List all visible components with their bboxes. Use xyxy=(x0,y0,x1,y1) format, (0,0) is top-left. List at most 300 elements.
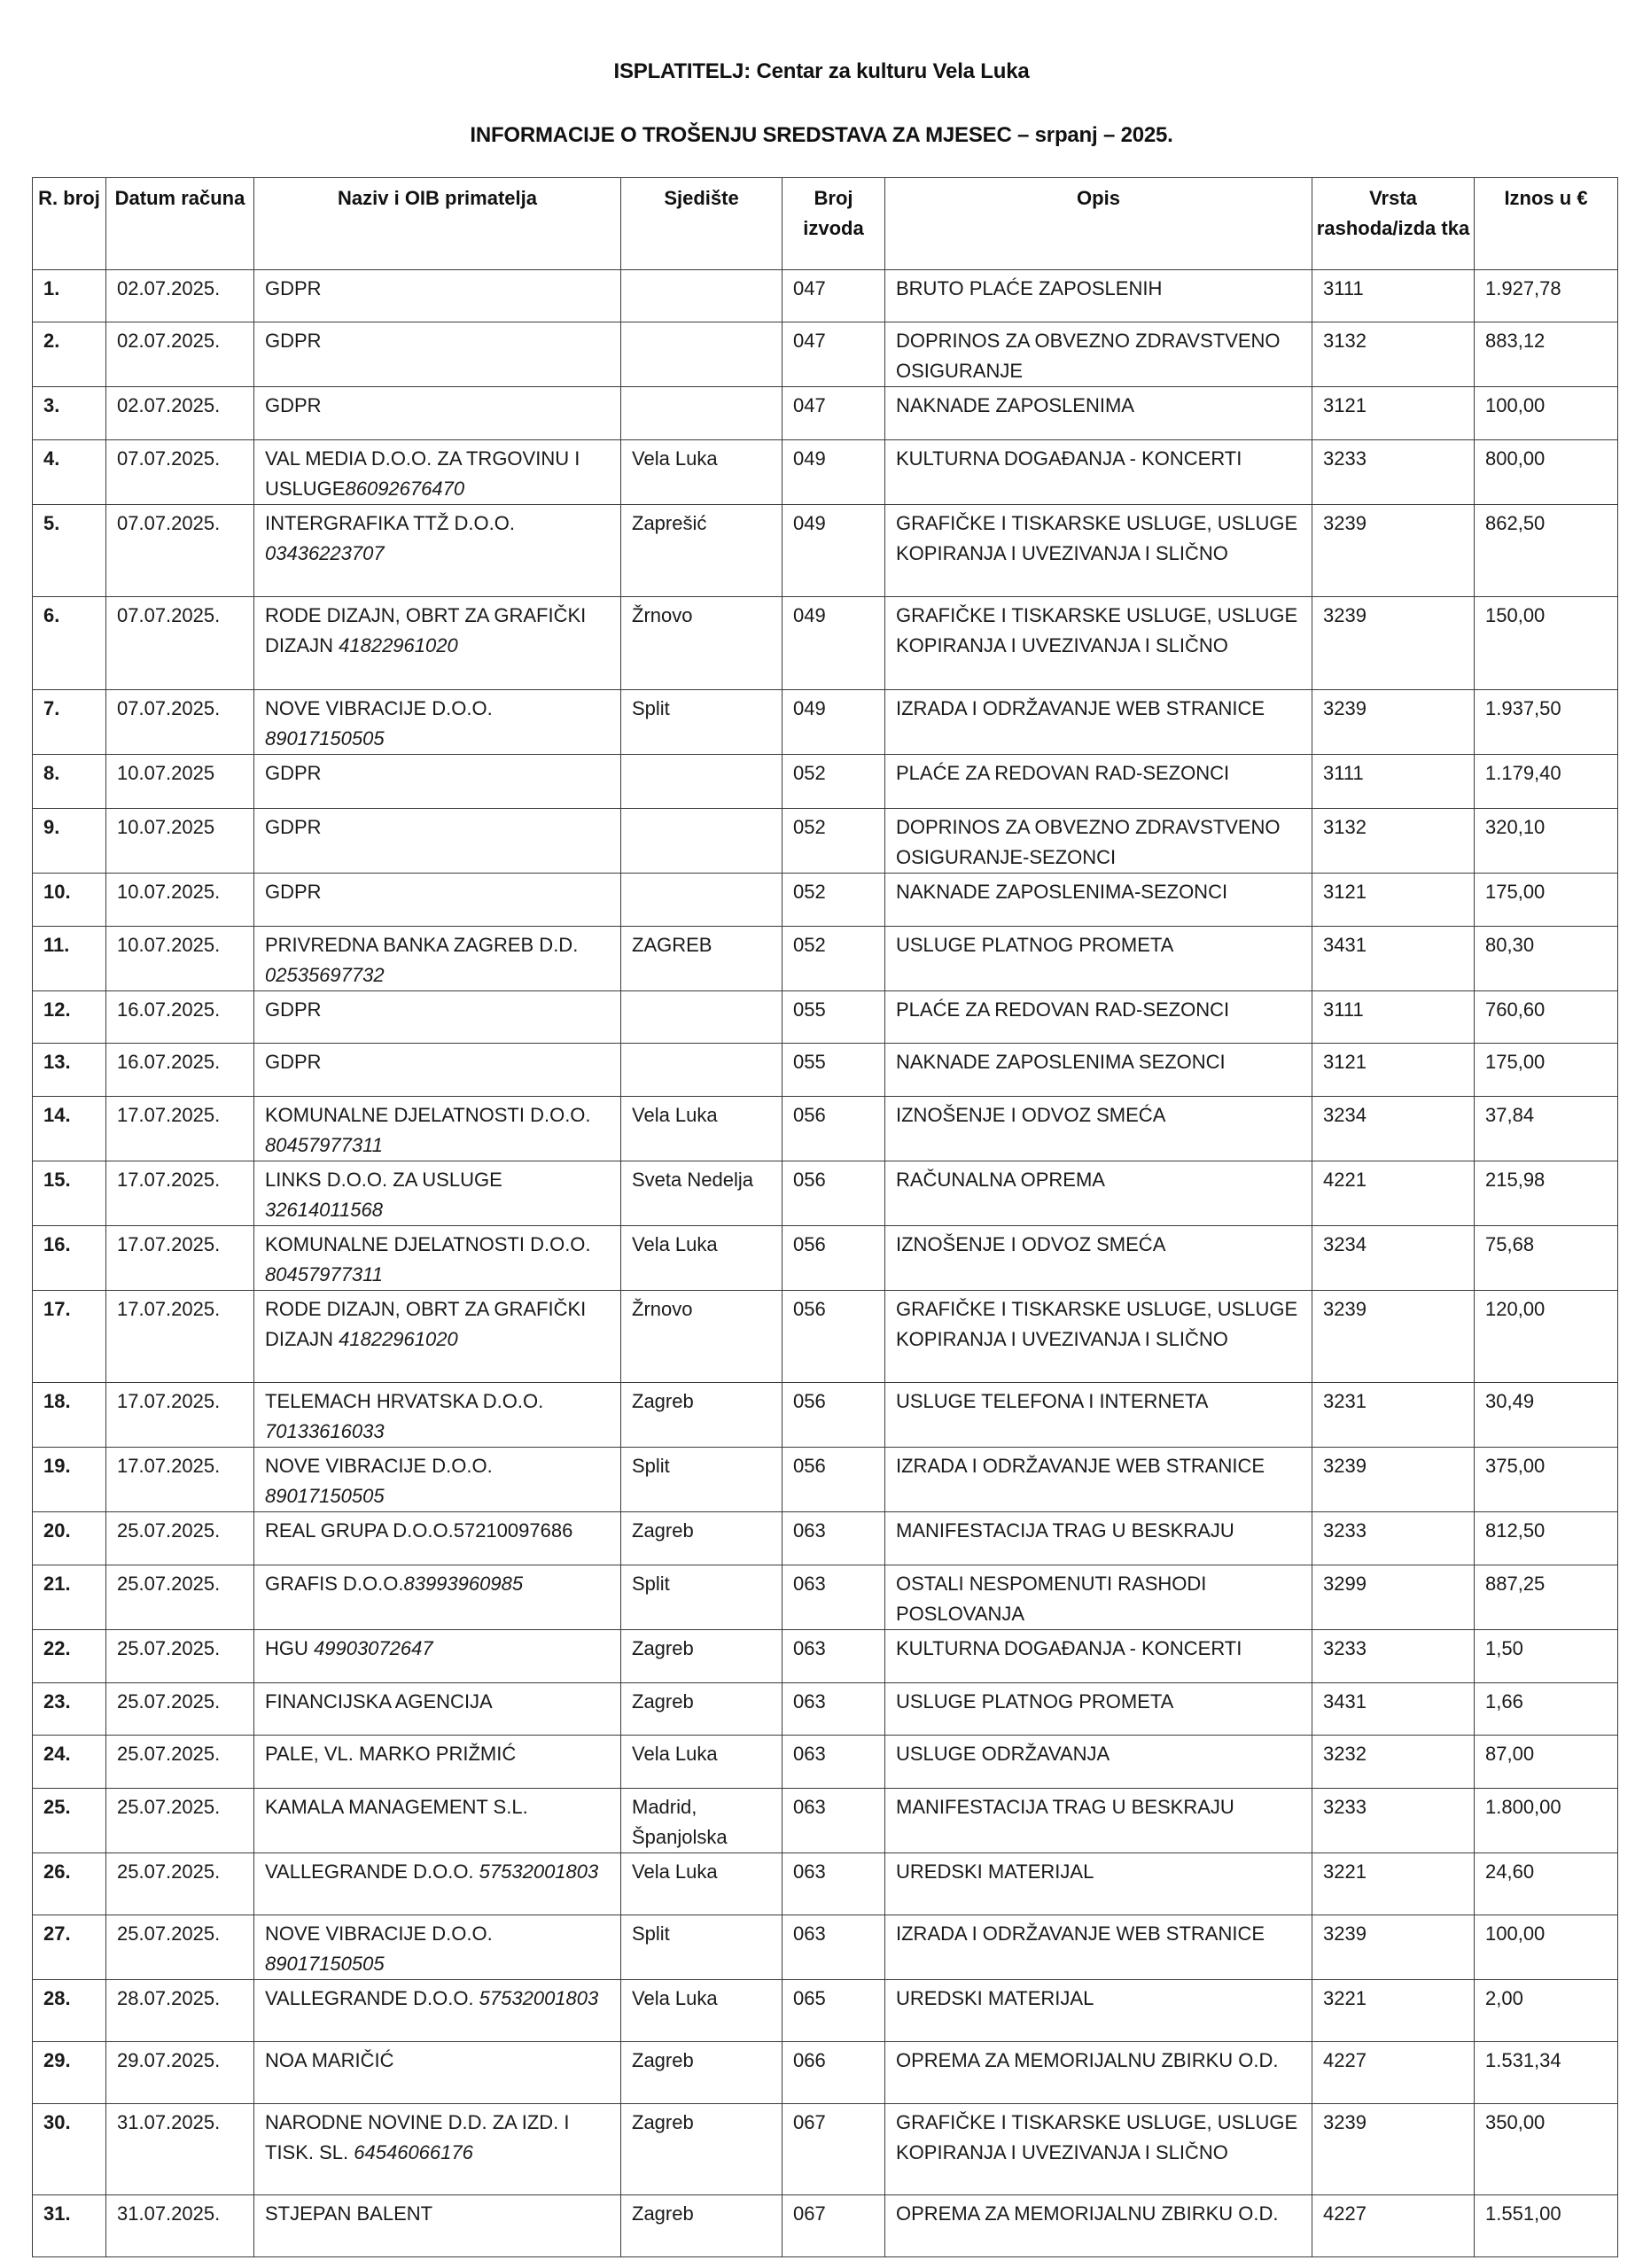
recipient-oib: 89017150505 xyxy=(265,1953,385,1975)
cell-invoice-date: 16.07.2025. xyxy=(106,1044,254,1097)
cell-statement-number: 063 xyxy=(783,1853,885,1915)
recipient-name: KOMUNALNE DJELATNOSTI D.O.O. xyxy=(265,1104,591,1126)
cell-row-number: 20. xyxy=(33,1512,106,1565)
recipient-name: RODE DIZAJN, OBRT ZA GRAFIČKI DIZAJN xyxy=(265,604,587,656)
table-row xyxy=(33,1565,1618,1630)
cell-statement-number: 052 xyxy=(783,809,885,874)
recipient-name: GRAFIS D.O.O. xyxy=(265,1573,404,1595)
cell-recipient xyxy=(254,2042,621,2104)
cell-recipient xyxy=(254,1789,621,1853)
cell-expense-type: 3431 xyxy=(1312,1683,1475,1736)
cell-description: NAKNADE ZAPOSLENIMA SEZONCI xyxy=(885,1044,1312,1097)
table-row xyxy=(33,1161,1618,1226)
cell-description: OPREMA ZA MEMORIJALNU ZBIRKU O.D. xyxy=(885,2195,1312,2257)
recipient-oib: 89017150505 xyxy=(265,727,385,750)
table-row xyxy=(33,597,1618,690)
cell-recipient xyxy=(254,1736,621,1789)
cell-expense-type: 3233 xyxy=(1312,440,1475,505)
cell-description: MANIFESTACIJA TRAG U BESKRAJU xyxy=(885,1512,1312,1565)
report-subtitle: INFORMACIJE O TROŠENJU SREDSTAVA ZA MJESEC – srpanj – 2025. xyxy=(470,123,1173,147)
cell-recipient xyxy=(254,1853,621,1915)
cell-seat: Zagreb xyxy=(621,1383,783,1448)
cell-invoice-date: 07.07.2025. xyxy=(106,597,254,690)
recipient-oib: 57532001803 xyxy=(479,1987,599,2009)
cell-description: PLAĆE ZA REDOVAN RAD-SEZONCI xyxy=(885,755,1312,809)
cell-amount: 883,12 xyxy=(1475,322,1618,387)
cell-description: DOPRINOS ZA OBVEZNO ZDRAVSTVENO OSIGURANJE xyxy=(885,322,1312,387)
table-row xyxy=(33,1226,1618,1291)
recipient-oib: 89017150505 xyxy=(265,1485,385,1507)
cell-statement-number: 052 xyxy=(783,927,885,991)
header-seat: Sjedište xyxy=(621,178,783,270)
recipient-oib: 41822961020 xyxy=(339,1328,458,1350)
cell-invoice-date: 07.07.2025. xyxy=(106,505,254,597)
cell-recipient xyxy=(254,1980,621,2042)
recipient-name: FINANCIJSKA AGENCIJA xyxy=(265,1690,493,1713)
cell-description: KULTURNA DOGAĐANJA - KONCERTI xyxy=(885,440,1312,505)
table-row xyxy=(33,1683,1618,1736)
cell-row-number: 3. xyxy=(33,387,106,440)
cell-description: RAČUNALNA OPREMA xyxy=(885,1161,1312,1226)
cell-statement-number: 049 xyxy=(783,597,885,690)
cell-description: IZRADA I ODRŽAVANJE WEB STRANICE xyxy=(885,690,1312,755)
cell-invoice-date: 25.07.2025. xyxy=(106,1512,254,1565)
cell-seat: Split xyxy=(621,1915,783,1980)
cell-seat: Vela Luka xyxy=(621,1853,783,1915)
recipient-oib: 57210097686 xyxy=(453,1519,573,1542)
cell-expense-type: 3239 xyxy=(1312,690,1475,755)
cell-expense-type: 3111 xyxy=(1312,270,1475,322)
table-row xyxy=(33,1789,1618,1853)
cell-description: GRAFIČKE I TISKARSKE USLUGE, USLUGE KOPIRANJA I UVEZIVANJA I SLIČNO xyxy=(885,2104,1312,2195)
cell-description: BRUTO PLAĆE ZAPOSLENIH xyxy=(885,270,1312,322)
cell-statement-number: 063 xyxy=(783,1512,885,1565)
cell-recipient xyxy=(254,874,621,927)
cell-seat: Sveta Nedelja xyxy=(621,1161,783,1226)
cell-description: GRAFIČKE I TISKARSKE USLUGE, USLUGE KOPIRANJA I UVEZIVANJA I SLIČNO xyxy=(885,1291,1312,1383)
cell-statement-number: 055 xyxy=(783,991,885,1044)
cell-amount: 760,60 xyxy=(1475,991,1618,1044)
recipient-name: PALE, VL. MARKO PRIŽMIĆ xyxy=(265,1743,517,1765)
cell-recipient xyxy=(254,809,621,874)
cell-statement-number: 056 xyxy=(783,1226,885,1291)
cell-amount: 87,00 xyxy=(1475,1736,1618,1789)
cell-seat: Madrid, Španjolska xyxy=(621,1789,783,1853)
cell-description: USLUGE ODRŽAVANJA xyxy=(885,1736,1312,1789)
cell-row-number: 7. xyxy=(33,690,106,755)
cell-description: GRAFIČKE I TISKARSKE USLUGE, USLUGE KOPIRANJA I UVEZIVANJA I SLIČNO xyxy=(885,597,1312,690)
cell-row-number: 13. xyxy=(33,1044,106,1097)
cell-amount: 150,00 xyxy=(1475,597,1618,690)
cell-recipient xyxy=(254,1565,621,1630)
cell-amount: 862,50 xyxy=(1475,505,1618,597)
cell-statement-number: 052 xyxy=(783,874,885,927)
cell-amount: 1.800,00 xyxy=(1475,1789,1618,1853)
cell-invoice-date: 10.07.2025. xyxy=(106,874,254,927)
recipient-name: VALLEGRANDE D.O.O. xyxy=(265,1860,479,1883)
cell-invoice-date: 02.07.2025. xyxy=(106,322,254,387)
cell-recipient xyxy=(254,1291,621,1383)
cell-seat: Zagreb xyxy=(621,2104,783,2195)
cell-row-number: 15. xyxy=(33,1161,106,1226)
recipient-name: NARODNE NOVINE D.D. ZA IZD. I TISK. SL. xyxy=(265,2111,570,2163)
cell-row-number: 17. xyxy=(33,1291,106,1383)
cell-expense-type: 3233 xyxy=(1312,1512,1475,1565)
cell-seat: Žrnovo xyxy=(621,1291,783,1383)
cell-seat: Vela Luka xyxy=(621,1980,783,2042)
cell-description: IZNOŠENJE I ODVOZ SMEĆA xyxy=(885,1097,1312,1161)
table-row xyxy=(33,874,1618,927)
recipient-oib: 32614011568 xyxy=(265,1199,383,1221)
cell-invoice-date: 07.07.2025. xyxy=(106,690,254,755)
cell-row-number: 27. xyxy=(33,1915,106,1980)
cell-seat: Zagreb xyxy=(621,2042,783,2104)
cell-seat: Zagreb xyxy=(621,1512,783,1565)
cell-statement-number: 056 xyxy=(783,1291,885,1383)
recipient-name: GDPR xyxy=(265,394,322,416)
cell-description: OSTALI NESPOMENUTI RASHODI POSLOVANJA xyxy=(885,1565,1312,1630)
recipient-name: GDPR xyxy=(265,1051,322,1073)
cell-amount: 800,00 xyxy=(1475,440,1618,505)
cell-row-number: 21. xyxy=(33,1565,106,1630)
cell-statement-number: 049 xyxy=(783,690,885,755)
cell-recipient xyxy=(254,1448,621,1512)
cell-amount: 1.927,78 xyxy=(1475,270,1618,322)
cell-seat xyxy=(621,991,783,1044)
cell-expense-type: 3111 xyxy=(1312,991,1475,1044)
cell-invoice-date: 16.07.2025. xyxy=(106,991,254,1044)
table-row xyxy=(33,1291,1618,1383)
cell-invoice-date: 07.07.2025. xyxy=(106,440,254,505)
cell-description: UREDSKI MATERIJAL xyxy=(885,1980,1312,2042)
cell-invoice-date: 17.07.2025. xyxy=(106,1291,254,1383)
cell-row-number: 5. xyxy=(33,505,106,597)
cell-amount: 75,68 xyxy=(1475,1226,1618,1291)
table-row xyxy=(33,2042,1618,2104)
header-invoice-date: Datum računa xyxy=(106,178,254,270)
cell-row-number: 8. xyxy=(33,755,106,809)
recipient-name: GDPR xyxy=(265,881,322,903)
cell-row-number: 14. xyxy=(33,1097,106,1161)
cell-row-number: 11. xyxy=(33,927,106,991)
cell-recipient xyxy=(254,690,621,755)
cell-expense-type: 3121 xyxy=(1312,874,1475,927)
cell-recipient xyxy=(254,1097,621,1161)
cell-amount: 2,00 xyxy=(1475,1980,1618,2042)
table-row xyxy=(33,927,1618,991)
cell-statement-number: 067 xyxy=(783,2104,885,2195)
table-row xyxy=(33,1044,1618,1097)
cell-recipient xyxy=(254,1383,621,1448)
table-row xyxy=(33,1630,1618,1683)
recipient-name: GDPR xyxy=(265,330,322,352)
cell-recipient xyxy=(254,755,621,809)
cell-seat: Vela Luka xyxy=(621,440,783,505)
cell-statement-number: 063 xyxy=(783,1630,885,1683)
table-row xyxy=(33,991,1618,1044)
table-row xyxy=(33,505,1618,597)
recipient-oib: 86092676470 xyxy=(345,478,465,500)
recipient-oib: 70133616033 xyxy=(265,1420,385,1442)
cell-statement-number: 056 xyxy=(783,1448,885,1512)
cell-invoice-date: 25.07.2025. xyxy=(106,1736,254,1789)
table-row xyxy=(33,1915,1618,1980)
cell-expense-type: 3239 xyxy=(1312,1291,1475,1383)
recipient-name: GDPR xyxy=(265,998,322,1021)
cell-invoice-date: 02.07.2025. xyxy=(106,270,254,322)
cell-seat: Zagreb xyxy=(621,1683,783,1736)
cell-description: IZRADA I ODRŽAVANJE WEB STRANICE xyxy=(885,1915,1312,1980)
header-recipient-name-oib: Naziv i OIB primatelja xyxy=(254,178,621,270)
recipient-oib: 80457977311 xyxy=(265,1263,383,1285)
cell-row-number: 26. xyxy=(33,1853,106,1915)
cell-recipient xyxy=(254,1630,621,1683)
cell-statement-number: 056 xyxy=(783,1097,885,1161)
cell-recipient xyxy=(254,2195,621,2257)
cell-statement-number: 056 xyxy=(783,1383,885,1448)
cell-statement-number: 056 xyxy=(783,1161,885,1226)
cell-seat: Vela Luka xyxy=(621,1097,783,1161)
cell-expense-type: 3239 xyxy=(1312,597,1475,690)
cell-recipient xyxy=(254,927,621,991)
cell-seat: Žrnovo xyxy=(621,597,783,690)
cell-row-number: 31. xyxy=(33,2195,106,2257)
cell-amount: 215,98 xyxy=(1475,1161,1618,1226)
cell-amount: 175,00 xyxy=(1475,1044,1618,1097)
cell-description: USLUGE TELEFONA I INTERNETA xyxy=(885,1383,1312,1448)
cell-row-number: 16. xyxy=(33,1226,106,1291)
cell-description: UREDSKI MATERIJAL xyxy=(885,1853,1312,1915)
cell-recipient xyxy=(254,1226,621,1291)
cell-description: USLUGE PLATNOG PROMETA xyxy=(885,1683,1312,1736)
cell-row-number: 30. xyxy=(33,2104,106,2195)
cell-invoice-date: 17.07.2025. xyxy=(106,1383,254,1448)
cell-expense-type: 3132 xyxy=(1312,322,1475,387)
cell-statement-number: 063 xyxy=(783,1565,885,1630)
table-row xyxy=(33,270,1618,322)
cell-amount: 24,60 xyxy=(1475,1853,1618,1915)
cell-row-number: 18. xyxy=(33,1383,106,1448)
cell-statement-number: 066 xyxy=(783,2042,885,2104)
cell-invoice-date: 10.07.2025 xyxy=(106,809,254,874)
table-row xyxy=(33,1736,1618,1789)
cell-row-number: 28. xyxy=(33,1980,106,2042)
recipient-name: STJEPAN BALENT xyxy=(265,2202,433,2225)
cell-row-number: 24. xyxy=(33,1736,106,1789)
cell-amount: 175,00 xyxy=(1475,874,1618,927)
recipient-oib: 41822961020 xyxy=(339,634,458,656)
cell-statement-number: 063 xyxy=(783,1915,885,1980)
cell-expense-type: 4227 xyxy=(1312,2042,1475,2104)
cell-amount: 812,50 xyxy=(1475,1512,1618,1565)
cell-row-number: 29. xyxy=(33,2042,106,2104)
cell-invoice-date: 31.07.2025. xyxy=(106,2195,254,2257)
cell-description: IZRADA I ODRŽAVANJE WEB STRANICE xyxy=(885,1448,1312,1512)
cell-description: OPREMA ZA MEMORIJALNU ZBIRKU O.D. xyxy=(885,2042,1312,2104)
table-row xyxy=(33,1383,1618,1448)
cell-expense-type: 3234 xyxy=(1312,1097,1475,1161)
cell-amount: 375,00 xyxy=(1475,1448,1618,1512)
cell-row-number: 6. xyxy=(33,597,106,690)
cell-amount: 30,49 xyxy=(1475,1383,1618,1448)
cell-invoice-date: 25.07.2025. xyxy=(106,1683,254,1736)
recipient-name: NOVE VIBRACIJE D.O.O. xyxy=(265,697,493,719)
cell-statement-number: 063 xyxy=(783,1736,885,1789)
cell-row-number: 19. xyxy=(33,1448,106,1512)
header-expense-type: Vrsta rashoda/izda tka xyxy=(1312,178,1475,270)
header-row-number: R. broj xyxy=(33,178,106,270)
recipient-name: VALLEGRANDE D.O.O. xyxy=(265,1987,479,2009)
header-amount-eur: Iznos u € xyxy=(1475,178,1618,270)
cell-description: NAKNADE ZAPOSLENIMA-SEZONCI xyxy=(885,874,1312,927)
cell-expense-type: 3132 xyxy=(1312,809,1475,874)
recipient-oib: 80457977311 xyxy=(265,1134,383,1156)
table-row xyxy=(33,809,1618,874)
cell-recipient xyxy=(254,991,621,1044)
table-row xyxy=(33,2104,1618,2195)
recipient-oib: 83993960985 xyxy=(403,1573,524,1595)
cell-expense-type: 3221 xyxy=(1312,1853,1475,1915)
cell-description: NAKNADE ZAPOSLENIMA xyxy=(885,387,1312,440)
cell-description: KULTURNA DOGAĐANJA - KONCERTI xyxy=(885,1630,1312,1683)
cell-amount: 1.937,50 xyxy=(1475,690,1618,755)
cell-recipient xyxy=(254,1512,621,1565)
cell-recipient xyxy=(254,1683,621,1736)
recipient-name: TELEMACH HRVATSKA D.O.O. xyxy=(265,1390,544,1412)
cell-recipient xyxy=(254,505,621,597)
cell-expense-type: 3431 xyxy=(1312,927,1475,991)
cell-seat xyxy=(621,755,783,809)
cell-expense-type: 4227 xyxy=(1312,2195,1475,2257)
cell-description: PLAĆE ZA REDOVAN RAD-SEZONCI xyxy=(885,991,1312,1044)
recipient-name: NOA MARIČIĆ xyxy=(265,2049,394,2071)
cell-seat: Vela Luka xyxy=(621,1736,783,1789)
cell-expense-type: 3234 xyxy=(1312,1226,1475,1291)
cell-seat: Zagreb xyxy=(621,2195,783,2257)
cell-expense-type: 3239 xyxy=(1312,1915,1475,1980)
cell-statement-number: 047 xyxy=(783,270,885,322)
table-row xyxy=(33,2195,1618,2257)
cell-seat xyxy=(621,874,783,927)
payer-title: ISPLATITELJ: Centar za kulturu Vela Luka xyxy=(613,59,1030,83)
cell-seat: ZAGREB xyxy=(621,927,783,991)
cell-description: GRAFIČKE I TISKARSKE USLUGE, USLUGE KOPIRANJA I UVEZIVANJA I SLIČNO xyxy=(885,505,1312,597)
table-row xyxy=(33,1097,1618,1161)
cell-row-number: 22. xyxy=(33,1630,106,1683)
cell-invoice-date: 17.07.2025. xyxy=(106,1097,254,1161)
cell-recipient xyxy=(254,387,621,440)
recipient-name: HGU xyxy=(265,1637,314,1659)
cell-recipient xyxy=(254,1161,621,1226)
cell-expense-type: 3239 xyxy=(1312,505,1475,597)
cell-recipient xyxy=(254,440,621,505)
cell-expense-type: 3239 xyxy=(1312,1448,1475,1512)
table-body xyxy=(33,270,1618,2257)
recipient-name: KOMUNALNE DJELATNOSTI D.O.O. xyxy=(265,1233,591,1255)
recipient-oib: 49903072647 xyxy=(314,1637,433,1659)
cell-invoice-date: 25.07.2025. xyxy=(106,1789,254,1853)
recipient-name: LINKS D.O.O. ZA USLUGE xyxy=(265,1169,502,1191)
cell-expense-type: 3233 xyxy=(1312,1630,1475,1683)
cell-expense-type: 3121 xyxy=(1312,387,1475,440)
cell-recipient xyxy=(254,2104,621,2195)
cell-expense-type: 3121 xyxy=(1312,1044,1475,1097)
cell-expense-type: 3231 xyxy=(1312,1383,1475,1448)
cell-statement-number: 067 xyxy=(783,2195,885,2257)
cell-description: DOPRINOS ZA OBVEZNO ZDRAVSTVENO OSIGURANJE-SEZONCI xyxy=(885,809,1312,874)
recipient-name: VAL MEDIA D.O.O. ZA TRGOVINU I USLUGE xyxy=(265,447,580,500)
cell-invoice-date: 29.07.2025. xyxy=(106,2042,254,2104)
cell-expense-type: 3221 xyxy=(1312,1980,1475,2042)
cell-statement-number: 049 xyxy=(783,440,885,505)
table-header-row xyxy=(33,178,1618,270)
recipient-name: NOVE VIBRACIJE D.O.O. xyxy=(265,1922,493,1945)
recipient-name: PRIVREDNA BANKA ZAGREB D.D. xyxy=(265,934,579,956)
cell-amount: 80,30 xyxy=(1475,927,1618,991)
cell-row-number: 10. xyxy=(33,874,106,927)
cell-expense-type: 3232 xyxy=(1312,1736,1475,1789)
cell-amount: 1,66 xyxy=(1475,1683,1618,1736)
cell-seat: Split xyxy=(621,1565,783,1630)
cell-invoice-date: 02.07.2025. xyxy=(106,387,254,440)
cell-recipient xyxy=(254,270,621,322)
cell-description: USLUGE PLATNOG PROMETA xyxy=(885,927,1312,991)
cell-row-number: 23. xyxy=(33,1683,106,1736)
cell-amount: 100,00 xyxy=(1475,1915,1618,1980)
cell-amount: 350,00 xyxy=(1475,2104,1618,2195)
table-row xyxy=(33,322,1618,387)
cell-invoice-date: 28.07.2025. xyxy=(106,1980,254,2042)
cell-recipient xyxy=(254,1044,621,1097)
header-statement-number: Broj izvoda xyxy=(783,178,885,270)
cell-row-number: 4. xyxy=(33,440,106,505)
recipient-name: REAL GRUPA D.O.O. xyxy=(265,1519,454,1542)
cell-statement-number: 052 xyxy=(783,755,885,809)
table-row xyxy=(33,1980,1618,2042)
cell-expense-type: 3111 xyxy=(1312,755,1475,809)
cell-amount: 1.551,00 xyxy=(1475,2195,1618,2257)
cell-statement-number: 063 xyxy=(783,1683,885,1736)
cell-amount: 100,00 xyxy=(1475,387,1618,440)
cell-row-number: 1. xyxy=(33,270,106,322)
cell-expense-type: 3239 xyxy=(1312,2104,1475,2195)
cell-amount: 320,10 xyxy=(1475,809,1618,874)
cell-invoice-date: 10.07.2025. xyxy=(106,927,254,991)
recipient-name: INTERGRAFIKA TTŽ D.O.O. xyxy=(265,512,515,534)
cell-seat xyxy=(621,809,783,874)
cell-invoice-date: 17.07.2025. xyxy=(106,1161,254,1226)
recipient-name: GDPR xyxy=(265,816,322,838)
recipient-oib: 64546066176 xyxy=(354,2141,473,2163)
cell-row-number: 25. xyxy=(33,1789,106,1853)
cell-statement-number: 047 xyxy=(783,387,885,440)
cell-row-number: 9. xyxy=(33,809,106,874)
cell-invoice-date: 31.07.2025. xyxy=(106,2104,254,2195)
table-row xyxy=(33,1512,1618,1565)
expenditure-table xyxy=(32,177,1618,2257)
recipient-name: KAMALA MANAGEMENT S.L. xyxy=(265,1796,528,1818)
cell-statement-number: 047 xyxy=(783,322,885,387)
header-description: Opis xyxy=(885,178,1312,270)
cell-recipient xyxy=(254,597,621,690)
recipient-oib: 57532001803 xyxy=(479,1860,599,1883)
cell-invoice-date: 10.07.2025 xyxy=(106,755,254,809)
recipient-oib: 02535697732 xyxy=(265,964,385,986)
cell-statement-number: 049 xyxy=(783,505,885,597)
recipient-name: GDPR xyxy=(265,762,322,784)
cell-statement-number: 065 xyxy=(783,1980,885,2042)
cell-amount: 1,50 xyxy=(1475,1630,1618,1683)
